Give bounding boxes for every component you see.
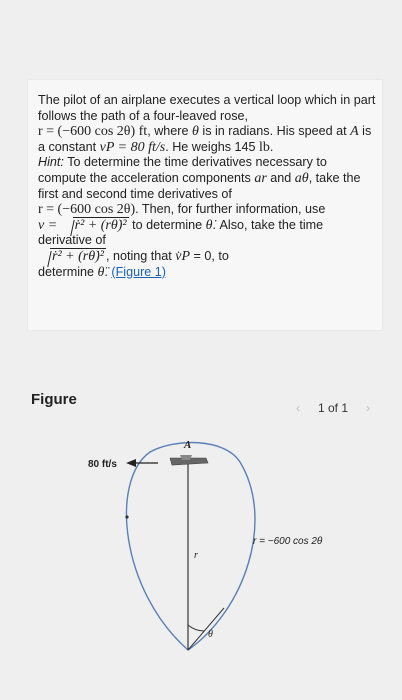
prev-figure-icon[interactable]: ‹	[296, 401, 300, 415]
arrowhead-icon	[126, 459, 136, 467]
figure-link[interactable]: (Figure 1)	[111, 264, 166, 279]
theta-arc	[188, 625, 204, 631]
next-figure-icon[interactable]: ›	[366, 401, 371, 415]
equation-r-2: r = (−600 cos 2θ)	[38, 202, 136, 218]
speed-label: 80 ft/s	[88, 459, 117, 470]
problem-paragraph: The pilot of an airplane executes a vertical loop which in part follows the path of a four-leaved rose, r = (−600 cos 2θ) ft, where θ is in radians. His speed at A is a constant vP = 80 ft/s. He weighs 145 lb. Hint: To determine the time derivatives necessary to compute the acceleration components ar and aθ, take the first and second time derivatives of r = (−600 cos 2θ). Then, for further information, use	[38, 93, 376, 218]
airplane-icon	[170, 455, 208, 465]
equation-r: r = (−600 cos 2θ) ft	[38, 124, 148, 140]
rose-curve	[126, 443, 254, 650]
curve-equation-label: r = −600 cos 2θ	[253, 536, 323, 547]
derivative-line: ṙ² + (rθ̇)² , noting that v̇P = 0, to	[38, 249, 378, 265]
vp-equation: vP = 80 ft/s	[99, 139, 166, 155]
theta-label: θ	[208, 629, 213, 640]
marker-dot	[125, 515, 128, 518]
r-label: r	[194, 550, 198, 561]
sqrt-expression: ṙ² + (rθ̇)²	[63, 218, 129, 234]
figure-heading: Figure	[31, 391, 77, 408]
pager-count: 1 of 1	[318, 401, 349, 415]
sqrt-expression-2: ṙ² + (rθ̇)²	[40, 249, 106, 265]
hint-label: Hint:	[38, 155, 64, 170]
determine-line: determine θ̈. (Figure 1)	[38, 264, 166, 280]
velocity-equation-line: v = ṙ² + (rθ̇)² to determine θ̇. Also, take the time derivative of	[38, 217, 324, 248]
point-a-label: A	[184, 439, 192, 451]
